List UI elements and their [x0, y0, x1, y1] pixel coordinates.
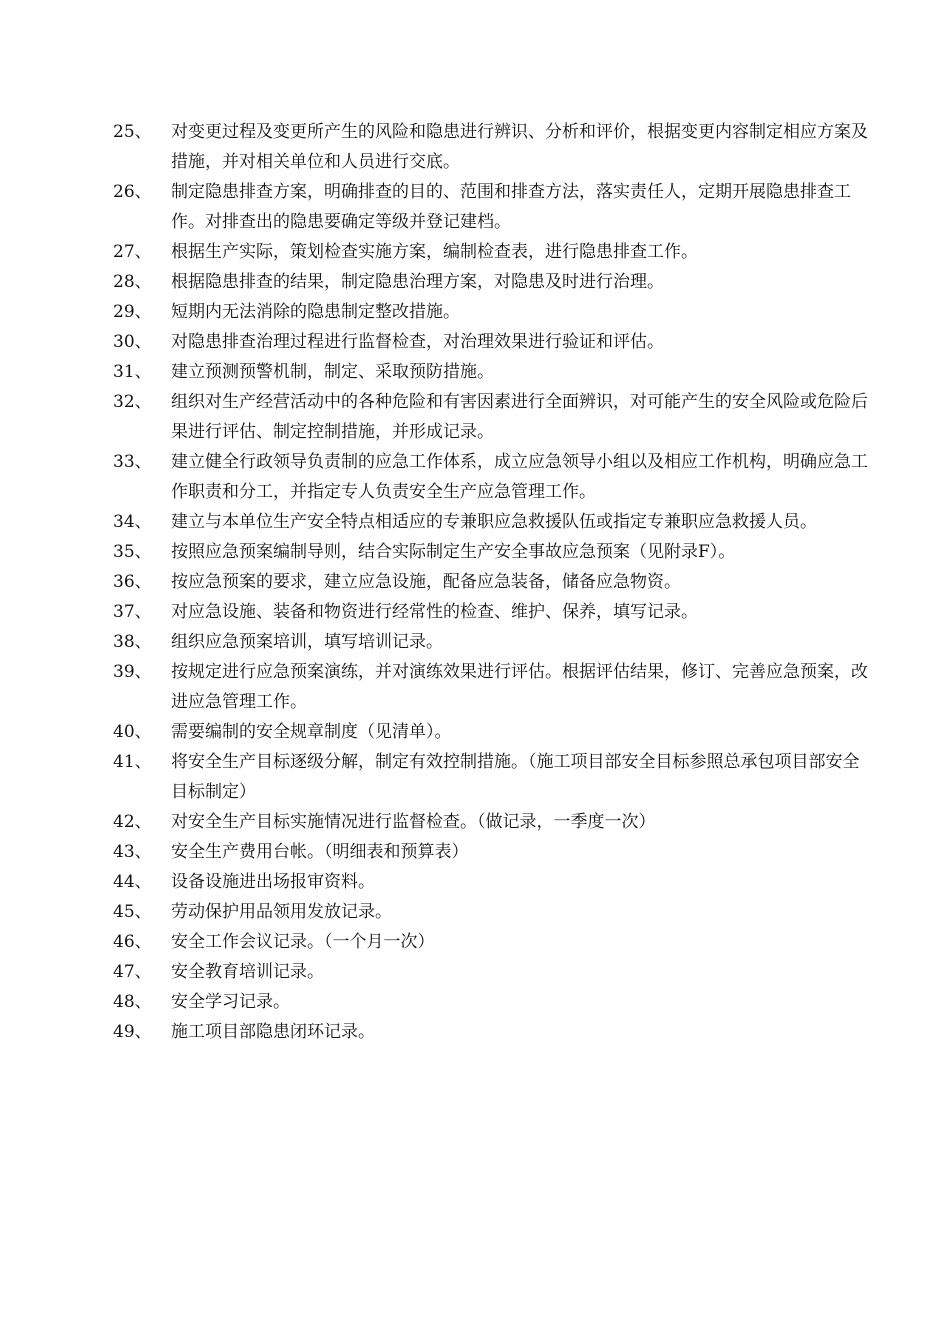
item-text: 按规定进行应急预案演练，并对演练效果进行评估。根据评估结果，修订、完善应急预案，改进应急管理工作。 — [171, 662, 868, 712]
item-text: 按应急预案的要求，建立应急设施，配备应急装备，储备应急物资。 — [171, 572, 681, 592]
item-number: 39、 — [113, 662, 152, 682]
list-item — [113, 297, 873, 327]
item-number: 40、 — [113, 722, 152, 742]
item-text: 制定隐患排查方案，明确排查的目的、范围和排查方法，落实责任人，定期开展隐患排查工作。对排查出的隐患要确定等级并登记建档。 — [171, 182, 851, 232]
list-item — [113, 267, 873, 297]
item-number: 49、 — [113, 1022, 152, 1042]
item-text: 短期内无法消除的隐患制定整改措施。 — [171, 302, 460, 322]
item-text: 安全教育培训记录。 — [171, 962, 324, 982]
item-text: 按照应急预案编制导则，结合实际制定生产安全事故应急预案（见附录F）。 — [171, 542, 736, 562]
item-text: 建立预测预警机制，制定、采取预防措施。 — [171, 362, 494, 382]
item-number: 33、 — [113, 452, 152, 472]
list-item — [113, 567, 873, 597]
item-text: 对隐患排查治理过程进行监督检查，对治理效果进行验证和评估。 — [171, 332, 664, 352]
item-number: 30、 — [113, 332, 152, 352]
item-number: 36、 — [113, 572, 152, 592]
item-text: 组织对生产经营活动中的各种危险和有害因素进行全面辨识，对可能产生的安全风险或危险后果进行评估、制定控制措施，并形成记录。 — [171, 392, 868, 442]
item-number: 44、 — [113, 872, 152, 892]
item-text: 将安全生产目标逐级分解，制定有效控制措施。（施工项目部安全目标参照总承包项目部安全目标制定） — [171, 752, 860, 802]
list-item — [113, 537, 873, 567]
list-item — [113, 657, 873, 717]
item-text: 安全学习记录。 — [171, 992, 290, 1012]
item-text: 建立健全行政领导负责制的应急工作体系，成立应急领导小组以及相应工作机构，明确应急工作职责和分工，并指定专人负责安全生产应急管理工作。 — [171, 452, 868, 502]
item-number: 43、 — [113, 842, 152, 862]
item-number: 34、 — [113, 512, 152, 532]
item-number: 45、 — [113, 902, 152, 922]
list-item — [113, 627, 873, 657]
item-number: 48、 — [113, 992, 152, 1012]
item-text: 根据生产实际，策划检查实施方案，编制检查表，进行隐患排查工作。 — [171, 242, 698, 262]
item-number: 29、 — [113, 302, 152, 322]
list-item — [113, 357, 873, 387]
item-text: 需要编制的安全规章制度（见清单）。 — [171, 722, 452, 742]
list-item — [113, 177, 873, 237]
item-text: 施工项目部隐患闭环记录。 — [171, 1022, 375, 1042]
item-text: 设备设施进出场报审资料。 — [171, 872, 375, 892]
item-number: 26、 — [113, 182, 152, 202]
item-number: 35、 — [113, 542, 152, 562]
item-number: 32、 — [113, 392, 152, 412]
item-number: 27、 — [113, 242, 152, 262]
item-text: 安全生产费用台帐。（明细表和预算表） — [171, 842, 469, 862]
item-text: 安全工作会议记录。（一个月一次） — [171, 932, 435, 952]
list-item — [113, 387, 873, 447]
item-number: 47、 — [113, 962, 152, 982]
list-item — [113, 897, 873, 927]
list-item — [113, 927, 873, 957]
list-item — [113, 957, 873, 987]
item-number: 41、 — [113, 752, 152, 772]
item-text: 对安全生产目标实施情况进行监督检查。（做记录，一季度一次） — [171, 812, 656, 832]
item-number: 25、 — [113, 122, 152, 142]
item-text: 对应急设施、装备和物资进行经常性的检查、维护、保养，填写记录。 — [171, 602, 698, 622]
item-text: 劳动保护用品领用发放记录。 — [171, 902, 392, 922]
list-item — [113, 447, 873, 507]
item-number: 46、 — [113, 932, 152, 952]
numbered-list — [113, 117, 873, 1047]
list-item — [113, 807, 873, 837]
item-number: 28、 — [113, 272, 152, 292]
list-item — [113, 987, 873, 1017]
item-number: 37、 — [113, 602, 152, 622]
item-number: 42、 — [113, 812, 152, 832]
list-item — [113, 237, 873, 267]
list-item — [113, 117, 873, 177]
item-text: 根据隐患排查的结果，制定隐患治理方案，对隐患及时进行治理。 — [171, 272, 664, 292]
item-text: 建立与本单位生产安全特点相适应的专兼职应急救援队伍或指定专兼职应急救援人员。 — [171, 512, 817, 532]
list-item — [113, 747, 873, 807]
list-item — [113, 597, 873, 627]
item-number: 31、 — [113, 362, 152, 382]
list-item — [113, 867, 873, 897]
list-item — [113, 327, 873, 357]
list-item — [113, 717, 873, 747]
item-text: 组织应急预案培训，填写培训记录。 — [171, 632, 443, 652]
list-item — [113, 507, 873, 537]
item-number: 38、 — [113, 632, 152, 652]
list-item — [113, 1017, 873, 1047]
item-text: 对变更过程及变更所产生的风险和隐患进行辨识、分析和评价，根据变更内容制定相应方案及措施，并对相关单位和人员进行交底。 — [171, 122, 868, 172]
list-item — [113, 837, 873, 867]
